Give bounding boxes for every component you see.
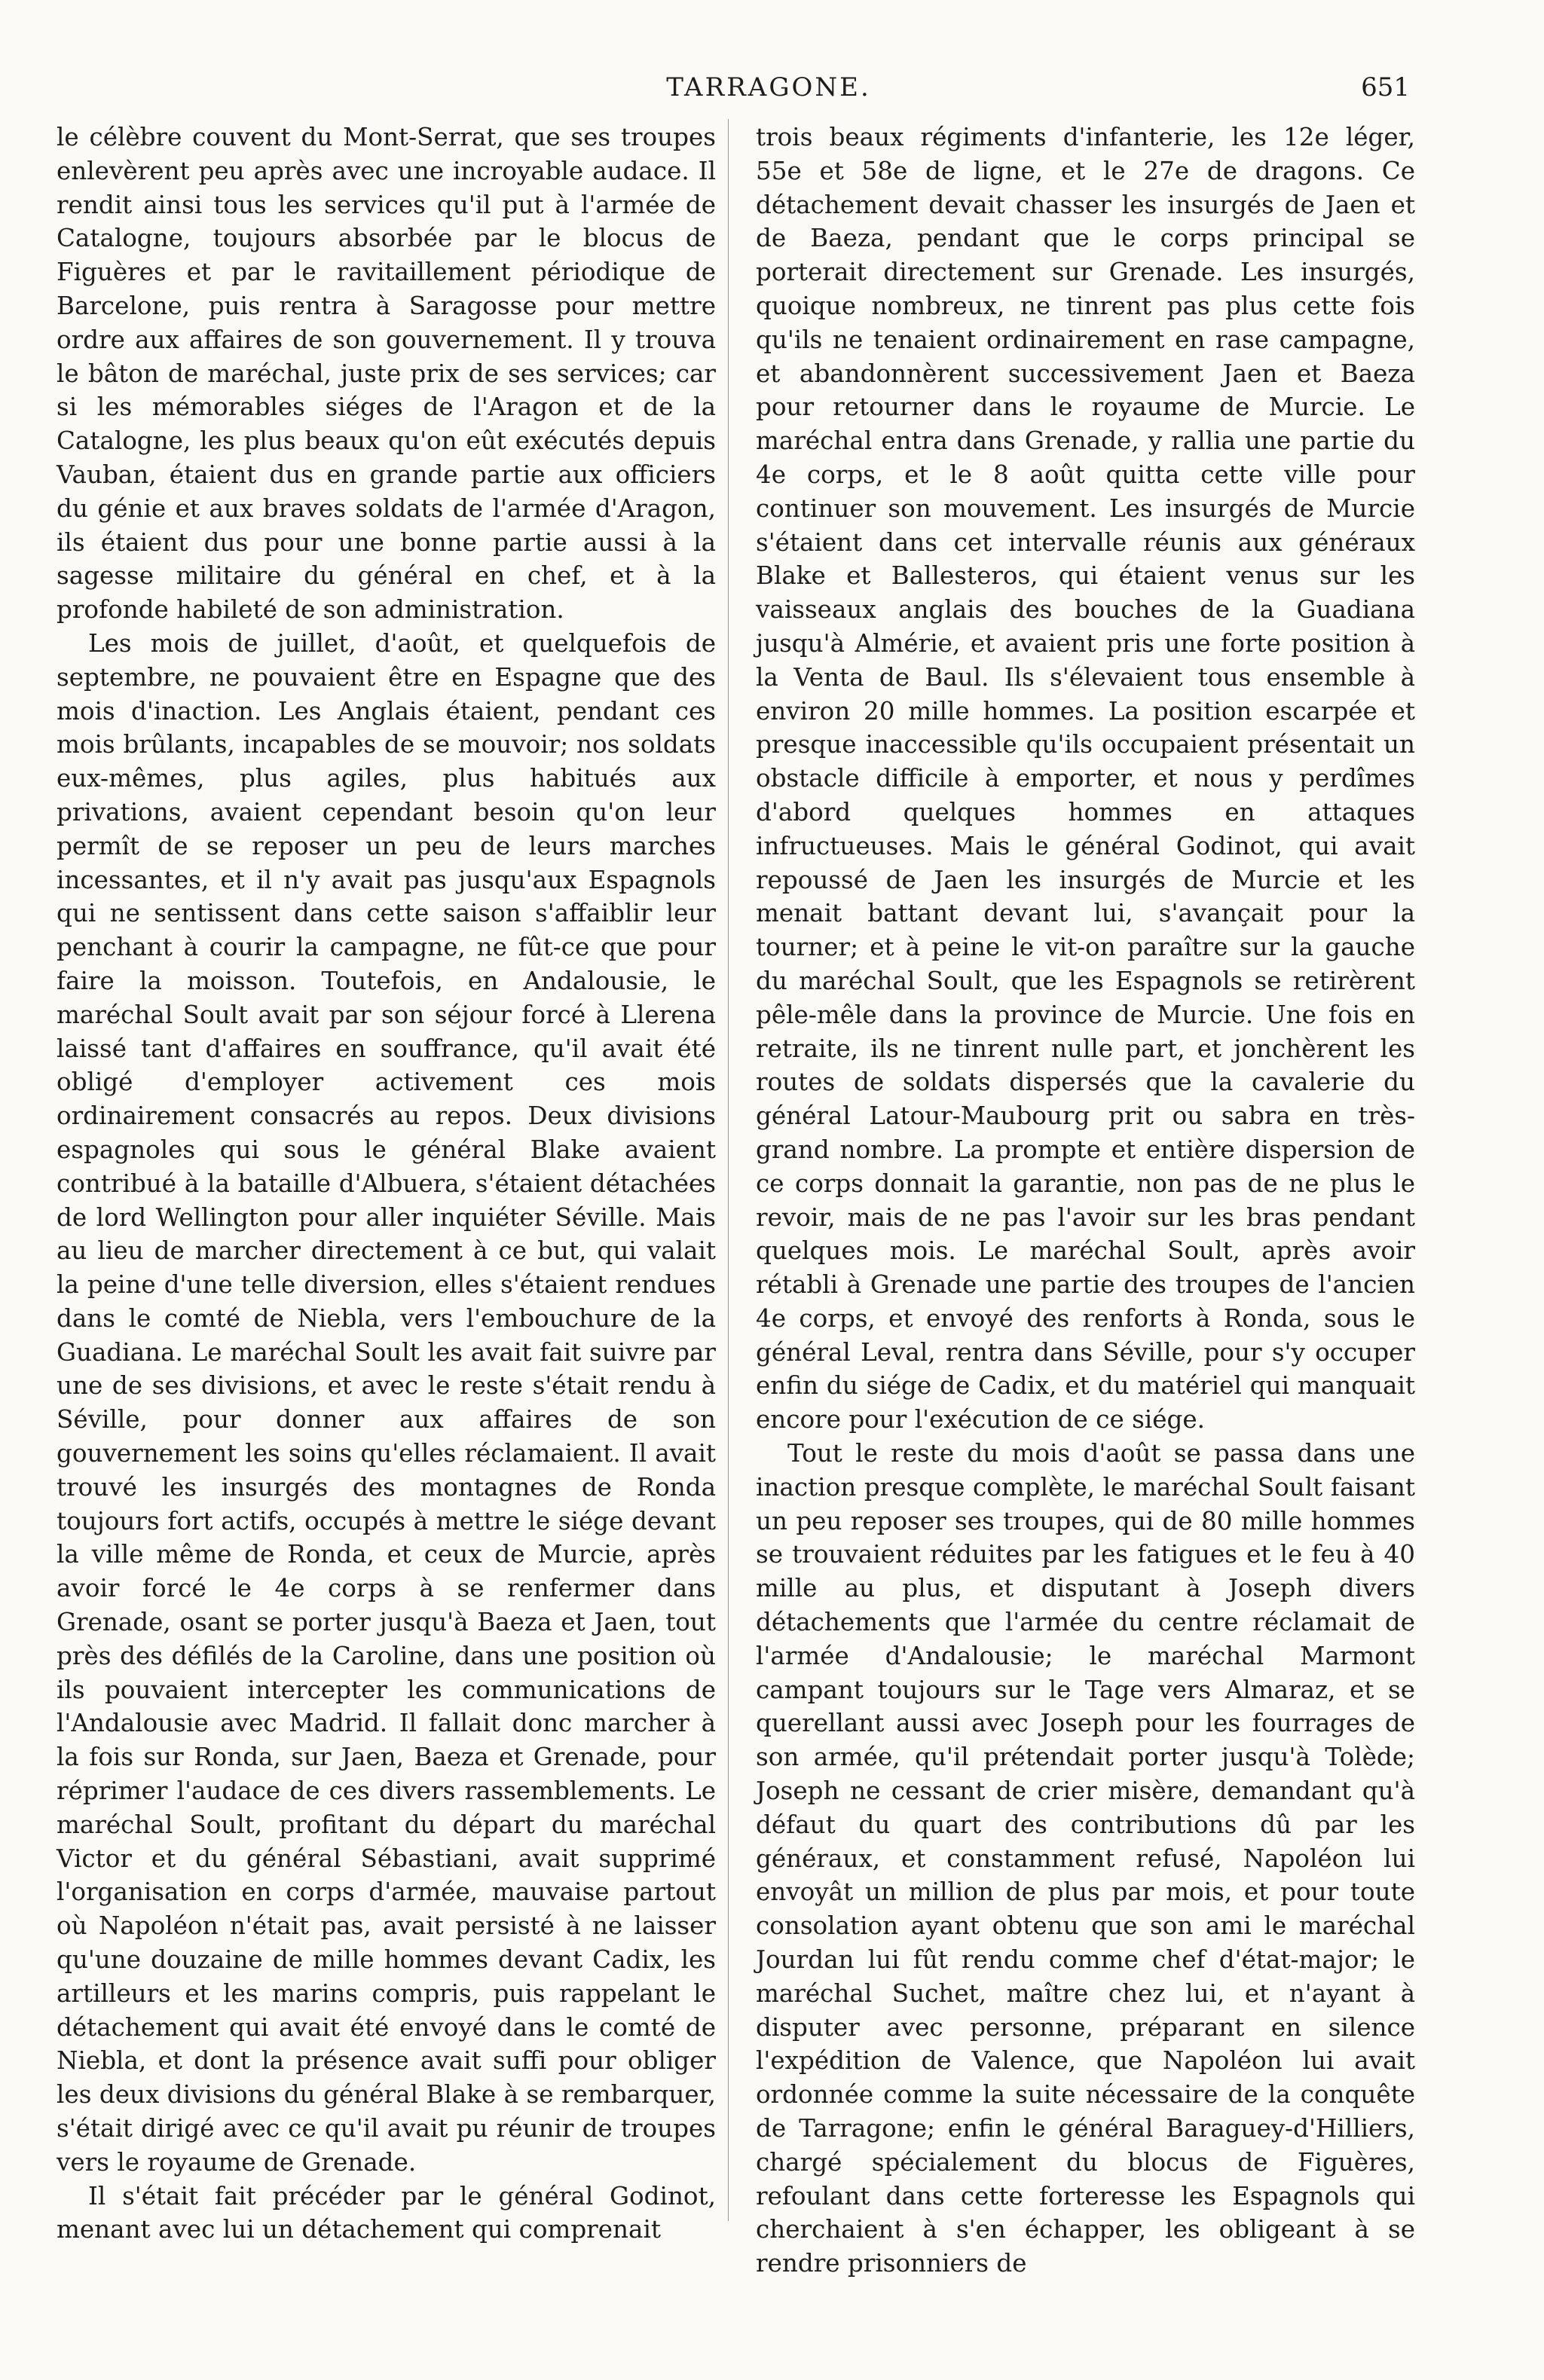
- paragraph: le célèbre couvent du Mont-Serrat, que ses troupes enlevèrent peu après avec une incroyable audace. Il rendit ainsi tous les services qu'il put à l'armée de Catalogne, toujours absorbée par le blocus de Figuères et par le ravitaillement périodique de Barcelone, puis rentra à Saragosse pour mettre ordre aux affaires de son gouvernement. Il y trouva le bâton de maréchal, juste prix de ses services; car si les mémorables siéges de l'Aragon et de la Catalogne, les plus beaux qu'on eût exécutés depuis Vauban, étaient dus en grande partie aux officiers du génie et aux braves soldats de l'armée d'Aragon, ils étaient dus pour une bonne partie aussi à la sagesse militaire du général en chef, et à la profonde habileté de son administration.: [57, 123, 716, 625]
- running-header: [0, 69, 1544, 107]
- left-column: [57, 121, 716, 2351]
- paragraph: Tout le reste du mois d'août se passa dans une inaction presque complète, le maréchal Soult faisant un peu reposer ses troupes, qui de 80 mille hommes se trouvaient réduites par les fatigues et le feu à 40 mille au plus, et disputant à Joseph divers détachements que l'armée du centre réclamait de l'armée d'Andalousie; le maréchal Marmont campant toujours sur le Tage vers Almaraz, et se querellant aussi avec Joseph pour les fourrages de son armée, qu'il prétendait porter jusqu'à Tolède; Joseph ne cessant de crier misère, demandant qu'à défaut du quart des contributions dû par les généraux, et constamment refusé, Napoléon lui envoyât un million de plus par mois, et pour toute consolation ayant obtenu que son ami le maréchal Jourdan lui fût rendu comme chef d'état-major; le maréchal Suchet, maître chez lui, et n'ayant à disputer avec personne, préparant en silence l'expédition de Valence, que Napoléon lui avait ordonnée comme la suite nécessaire de la conquête de Tarragone; enfin le général Baraguey-d'Hilliers, chargé spécialement du blocus de Figuères, refoulant dans cette forteresse les Espagnols qui cherchaient à s'en échapper, les obligeant à se rendre prisonniers de: [756, 1439, 1415, 2278]
- column-divider: [728, 119, 729, 2221]
- paragraph: trois beaux régiments d'infanterie, les 12e léger, 55e et 58e de ligne, et le 27e de dragons. Ce détachement devait chasser les insurgés de Jaen et de Baeza, pendant que le corps principal se porterait directement sur Grenade. Les insurgés, quoique nombreux, ne tinrent pas plus cette fois qu'ils ne tenaient ordinairement en rase campagne, et abandonnèrent successivement Jaen et Baeza pour retourner dans le royaume de Murcie. Le maréchal entra dans Grenade, y rallia une partie du 4e corps, et le 8 août quitta cette ville pour continuer son mouvement. Les insurgés de Murcie s'étaient dans cet intervalle réunis aux généraux Blake et Ballesteros, qui étaient venus sur les vaisseaux anglais des bouches de la Guadiana jusqu'à Almérie, et avaient pris une forte position à la Venta de Baul. Ils s'élevaient tous ensemble à environ 20 mille hommes. La position escarpée et presque inaccessible qu'ils occupaient présentait un obstacle difficile à emporter, et nous y perdîmes d'abord quelques hommes en attaques infructueuses. Mais le général Godinot, qui avait repoussé de Jaen les insurgés de Murcie et les menait battant devant lui, s'avançait pour la tourner; et à peine le vit-on paraître sur la gauche du maréchal Soult, que les Espagnols se retirèrent pêle-mêle dans la province de Murcie. Une fois en retraite, ils ne tinrent nulle part, et jonchèrent les routes de soldats dispersés que la cavalerie du général Latour-Maubourg prit ou sabra en très-grand nombre. La prompte et entière dispersion de ce corps donnait la garantie, non pas de ne plus le revoir, mais de ne pas l'avoir sur les bras pendant quelques mois. Le maréchal Soult, après avoir rétabli à Grenade une partie des troupes de l'ancien 4e corps, et envoyé des renforts à Ronda, sous le général Leval, rentra dans Séville, pour s'y occuper enfin du siége de Cadix, et du matériel qui manquait encore pour l'exécution de ce siége.: [756, 123, 1415, 1434]
- right-column: [756, 121, 1415, 2351]
- page-number: 651: [1361, 72, 1410, 102]
- running-title: TARRAGONE.: [666, 72, 871, 102]
- paragraph: Les mois de juillet, d'août, et quelquefois de septembre, ne pouvaient être en Espagne que des mois d'inaction. Les Anglais étaient, pendant ces mois brûlants, incapables de se mouvoir; nos soldats eux-mêmes, plus agiles, plus habitués aux privations, avaient cependant besoin qu'on leur permît de se reposer un peu de leurs marches incessantes, et il n'y avait pas jusqu'aux Espagnols qui ne sentissent dans cette saison s'affaiblir leur penchant à courir la campagne, ne fût-ce que pour faire la moisson. Toutefois, en Andalousie, le maréchal Soult avait par son séjour forcé à Llerena laissé tant d'affaires en souffrance, qu'il avait été obligé d'employer activement ces mois ordinairement consacrés au repos. Deux divisions espagnoles qui sous le général Blake avaient contribué à la bataille d'Albuera, s'étaient détachées de lord Wellington pour aller inquiéter Séville. Mais au lieu de marcher directement à ce but, qui valait la peine d'une telle diversion, elles s'étaient rendues dans le comté de Niebla, vers l'embouchure de la Guadiana. Le maréchal Soult les avait fait suivre par une de ses divisions, et avec le reste s'était rendu à Séville, pour donner aux affaires de son gouvernement les soins qu'elles réclamaient. Il avait trouvé les insurgés des montagnes de Ronda toujours fort actifs, occupés à mettre le siége devant la ville même de Ronda, et ceux de Murcie, après avoir forcé le 4e corps à se renfermer dans Grenade, osant se porter jusqu'à Baeza et Jaen, tout près des défilés de la Caroline, dans une position où ils pouvaient intercepter les communications de l'Andalousie avec Madrid. Il fallait donc marcher à la fois sur Ronda, sur Jaen, Baeza et Grenade, pour réprimer l'audace de ces divers rassemblements. Le maréchal Soult, profitant du départ du maréchal Victor et du général Sébastiani, avait supprimé l'organisation en corps d'armée, mauvaise partout où Napoléon n'était pas, avait persisté à ne laisser qu'une douzaine de mille hommes devant Cadix, les artilleurs et les marins compris, puis rappelant le détachement qui avait été envoyé dans le comté de Niebla, et dont la présence avait suffi pour obliger les deux divisions du général Blake à se rembarquer, s'était dirigé avec ce qu'il avait pu réunir de troupes vers le royaume de Grenade.: [57, 628, 716, 2177]
- paragraph: Il s'était fait précéder par le général Godinot, menant avec lui un détachement qui comprenait: [57, 2181, 716, 2244]
